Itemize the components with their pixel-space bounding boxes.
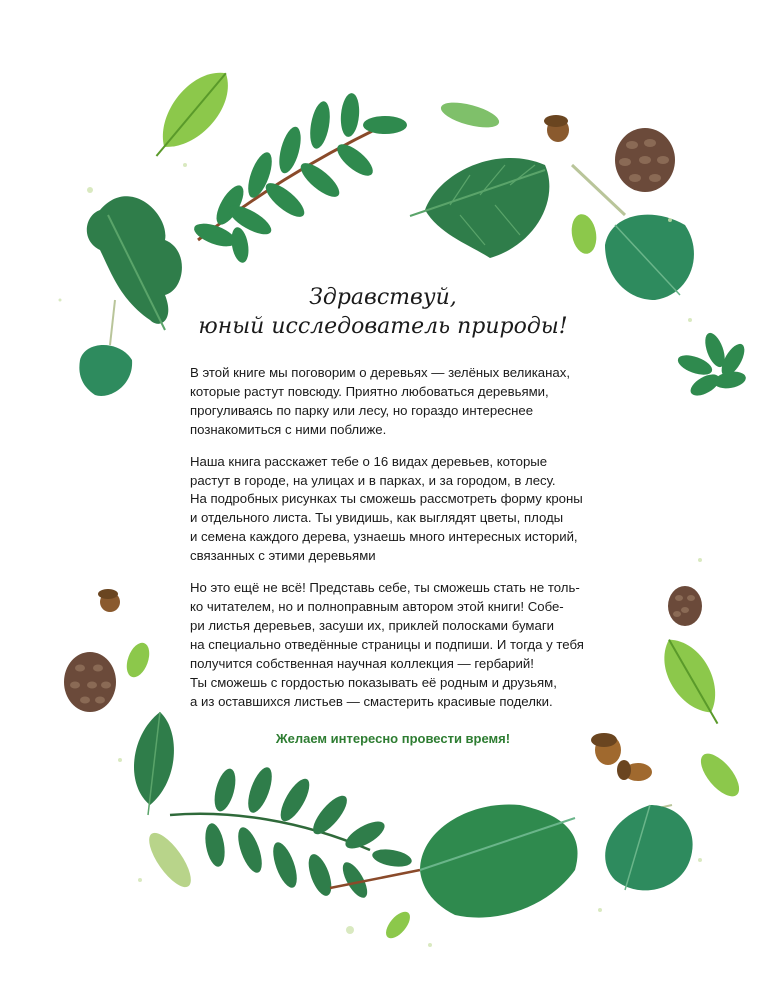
linden-leaf-icon <box>410 158 549 258</box>
text-line: растут в городе, на улицах и в парках, и за городом, в лесу. <box>190 472 556 488</box>
paragraph-2 <box>190 453 590 566</box>
acorn-icon <box>544 115 569 142</box>
acorn-icon <box>98 589 120 612</box>
text-line: Наша книга расскажет тебе о 16 видах деревьев, которые <box>190 453 548 469</box>
closing-line: Желаем интересно провести время! <box>275 731 511 746</box>
text-line: которые растут повсюду. Приятно любоваться деревьями, <box>190 383 549 399</box>
text-line: ри листья деревьев, засуши их, приклей полосками бумаги <box>190 617 554 633</box>
linden-leaf-icon <box>330 804 578 917</box>
maple-leaf-icon <box>605 805 692 890</box>
small-leaf-icon <box>438 98 501 133</box>
chestnut-leaf-icon <box>675 330 749 400</box>
text-line: ко читателем, но и полноправным автором этой книги! Собе- <box>190 598 564 614</box>
text-line: и семена каждого дерева, узнаешь много интересных историй, <box>190 529 578 545</box>
text-line: связанных с этими деревьями <box>190 548 376 564</box>
text-line: В этой книге мы поговорим о деревьях — зелёных великанах, <box>190 365 571 380</box>
text-line: и отдельного листа. Ты увидишь, как выглядят цветы, плоды <box>190 510 564 526</box>
pine-cone-icon <box>668 586 702 626</box>
paragraph-3 <box>190 579 590 711</box>
small-leaf-icon <box>694 747 746 802</box>
elm-leaf-icon <box>134 712 174 815</box>
ash-branch-icon <box>170 764 413 901</box>
title-line-2: юный исследователь природы! <box>198 314 568 339</box>
text-line: Ты сможешь с гордостью показывать её родным и друзьям, <box>190 674 557 690</box>
text-line: на специально отведённые страницы и подпиши. И тогда у тебя <box>190 636 584 652</box>
text-line: прогуливаясь по парку или лесу, но гораздо интереснее <box>190 402 534 418</box>
title-line-1: Здравствуй, <box>309 285 457 310</box>
birch-leaf-icon <box>140 59 243 170</box>
text-line: На подробных рисунках ты сможешь рассмотреть форму кроны <box>190 491 583 507</box>
text-line: Но это ещё не всё! Представь себе, ты сможешь стать не толь- <box>190 580 580 596</box>
birch-leaf-icon <box>651 629 735 733</box>
aspen-leaf-icon <box>79 300 132 396</box>
small-leaf-icon <box>122 640 153 681</box>
body-text <box>190 364 590 724</box>
small-leaf-icon <box>382 908 415 943</box>
acorn-icon <box>591 733 652 781</box>
page-title <box>150 283 616 341</box>
text-line: познакомиться с ними поближе. <box>190 421 387 437</box>
text-line: получится собственная научная коллекция — гербарий! <box>190 655 534 671</box>
rowan-branch-icon <box>191 92 407 264</box>
small-leaf-icon <box>569 212 600 256</box>
pine-cone-icon <box>64 652 116 712</box>
text-line: а из оставшихся листьев — смастерить красивые поделки. <box>190 693 553 709</box>
pine-cone-icon <box>615 128 675 192</box>
small-leaf-icon <box>142 827 198 893</box>
paragraph-1 <box>190 364 590 440</box>
